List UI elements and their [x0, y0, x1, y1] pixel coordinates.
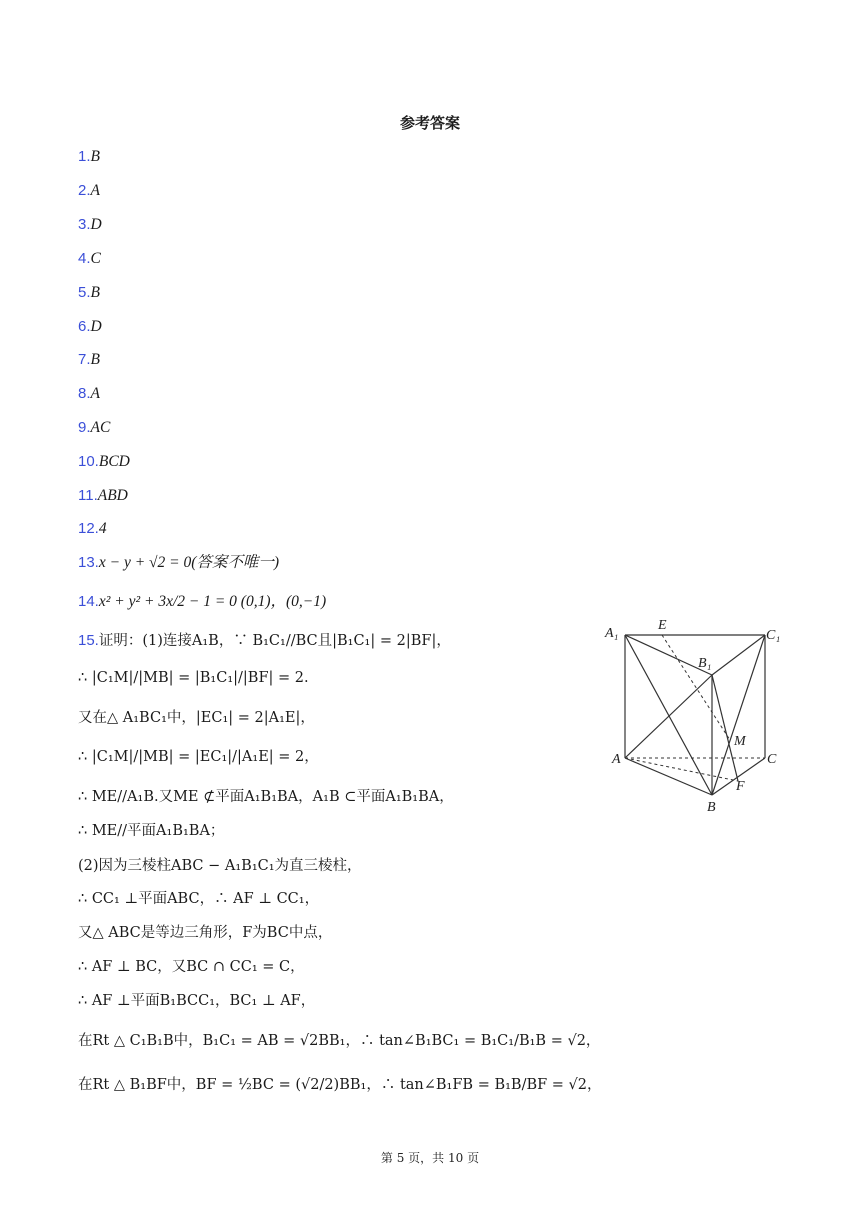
edge-b1c1 — [712, 635, 765, 675]
answer-line — [78, 486, 128, 506]
hidden-segment-em — [662, 635, 730, 740]
q15-line-5: ∴ ME//A₁B.又ME ⊄平面A₁B₁BA，A₁B ⊂平面A₁B₁BA， — [78, 789, 454, 805]
answer-text: D — [90, 216, 102, 233]
answer-text: x² + y² + 3x/2 − 1 = 0 (0,1)，(0,−1) — [98, 593, 327, 610]
label-m: M — [734, 734, 746, 749]
question-number: 6. — [78, 318, 91, 335]
answer-line — [78, 553, 279, 573]
question-number: 5. — [78, 284, 91, 301]
q15-line-9: 又△ ABC是等边三角形，F为BC中点， — [78, 925, 333, 941]
question-number: 2. — [78, 182, 91, 199]
q15-line-8: ∴ CC₁ ⊥平面ABC，∴ AF ⊥ CC₁， — [78, 891, 320, 907]
segment-ab1 — [625, 675, 712, 758]
q15-line-2: ∴ |C₁M|/|MB| = |B₁C₁|/|BF| = 2. — [78, 670, 309, 686]
question-number: 14. — [78, 593, 99, 610]
q15-line-1: 15.证明：(1)连接A₁B，∵ B₁C₁//BC且|B₁C₁| = 2|BF|， — [78, 632, 451, 649]
q15-line-6: ∴ ME//平面A₁B₁BA； — [78, 823, 225, 839]
page-title: 参考答案 — [399, 114, 460, 132]
question-number: 1. — [78, 148, 91, 165]
answer-line — [78, 283, 100, 303]
question-number: 9. — [78, 419, 91, 436]
edge-ab — [625, 758, 712, 795]
label-a: A — [612, 752, 621, 767]
answer-line — [78, 350, 100, 370]
answer-line — [78, 317, 102, 337]
answer-text: A — [90, 385, 100, 402]
q15-line-3: 又在△ A₁BC₁中，|EC₁| = 2|A₁E|， — [78, 710, 315, 726]
page-footer: 第 5 页，共 10 页 — [380, 1151, 480, 1165]
q15-line-11: ∴ AF ⊥平面B₁BCC₁，BC₁ ⊥ AF， — [78, 993, 316, 1009]
answer-text: B — [90, 284, 100, 301]
answer-text: x − y + √2 = 0(答案不唯一) — [98, 554, 280, 571]
answer-line — [78, 592, 326, 612]
q15-line-7: (2)因为三棱柱ABC − A₁B₁C₁为直三棱柱， — [78, 858, 362, 874]
answer-line — [78, 519, 107, 539]
label-e: E — [658, 618, 667, 633]
answer-text: B — [90, 148, 100, 165]
answer-text: ABD — [97, 487, 128, 504]
label-a1: A₁ — [605, 626, 619, 641]
q15-line-13: 在Rt △ B₁BF中，BF = ½BC = (√2/2)BB₁，∴ tan∠B₁FB = B₁B/BF = √2， — [78, 1077, 602, 1093]
answer-text: B — [90, 351, 100, 368]
label-c: C — [767, 752, 777, 767]
question-number: 4. — [78, 250, 91, 267]
prism-figure — [600, 615, 785, 815]
label-b1: B₁ — [698, 656, 712, 671]
answer-text: 4 — [98, 520, 107, 537]
question-number: 15. — [78, 632, 99, 649]
question-number: 13. — [78, 554, 99, 571]
answer-text: D — [90, 318, 102, 335]
label-f: F — [736, 779, 745, 794]
question-number: 12. — [78, 520, 99, 537]
question-number: 7. — [78, 351, 91, 368]
q15-line-10: ∴ AF ⊥ BC，又BC ∩ CC₁ = C， — [78, 959, 305, 975]
label-b: B — [707, 800, 716, 815]
answer-line — [78, 181, 100, 201]
question-number: 8. — [78, 385, 91, 402]
q15-line-4: ∴ |C₁M|/|MB| = |EC₁|/|A₁E| = 2， — [78, 749, 319, 765]
answer-line — [78, 384, 100, 404]
question-number: 3. — [78, 216, 91, 233]
answer-line — [78, 147, 100, 167]
answer-line — [78, 418, 110, 438]
question-number: 11. — [78, 487, 98, 504]
answer-text: C — [90, 250, 101, 267]
answer-line — [78, 452, 130, 472]
answer-line — [78, 249, 101, 269]
question-number: 10. — [78, 453, 99, 470]
answer-text: BCD — [98, 453, 130, 470]
segment-bc1 — [712, 635, 765, 795]
label-c1: C₁ — [766, 628, 781, 643]
q15-line-12: 在Rt △ C₁B₁B中，B₁C₁ = AB = √2BB₁，∴ tan∠B₁BC₁ = B₁C₁/B₁B = √2， — [78, 1033, 601, 1049]
answer-text: AC — [90, 419, 111, 436]
answer-text: A — [90, 182, 100, 199]
answer-line — [78, 215, 102, 235]
